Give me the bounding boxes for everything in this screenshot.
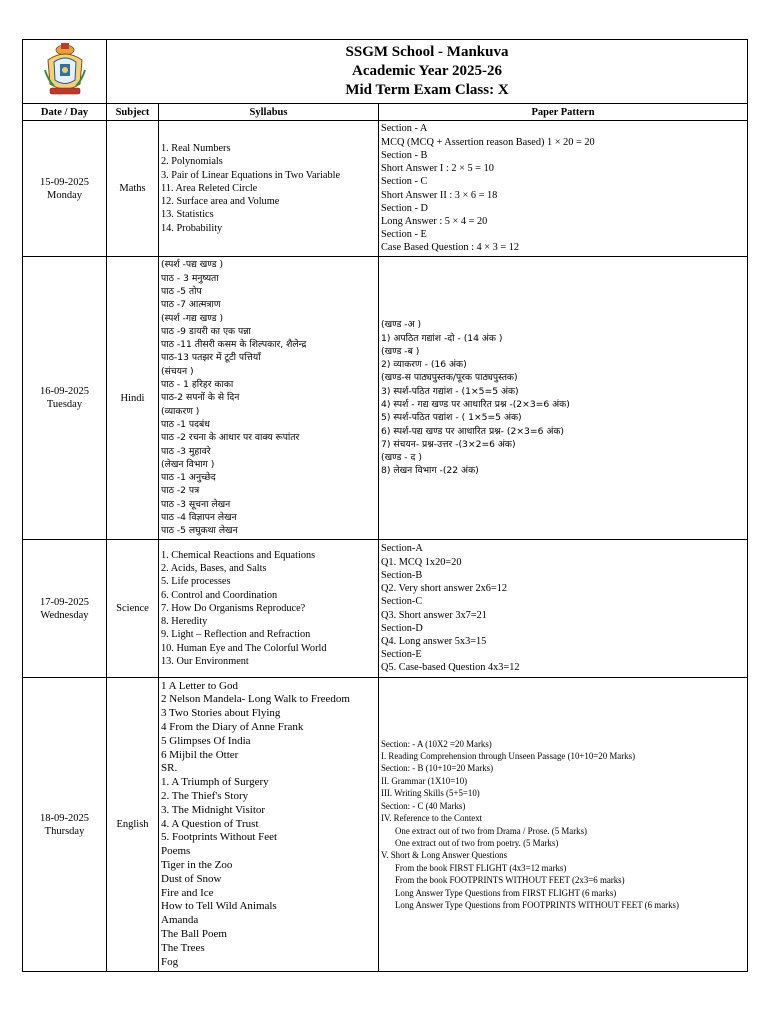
- syllabus-item: Tiger in the Zoo: [161, 858, 233, 871]
- syllabus-item: 11. Area Releted Circle: [161, 182, 258, 194]
- syllabus-item: Dust of Snow: [161, 872, 222, 885]
- school-logo-cell: [23, 40, 107, 104]
- pattern-item: Long Answer : 5 × 4 = 20: [381, 215, 488, 227]
- syllabus-item: 6. Control and Coordination: [161, 589, 278, 601]
- pattern-item: 6) स्पर्श-पद्य खण्ड पर आधारित प्रश्न- (2×3=6 अंक): [381, 425, 565, 437]
- syllabus-item: 2. Polynomials: [161, 156, 223, 168]
- syllabus-item: पाठ -9 डायरी का एक पन्ना: [161, 325, 251, 337]
- subject-cell: English: [107, 678, 159, 972]
- syllabus-item: (स्पर्श -पद्य खण्ड ): [161, 259, 224, 271]
- syllabus-item: पाठ -2 पत्र: [161, 485, 200, 497]
- syllabus-item: 3. Pair of Linear Equations in Two Variable: [161, 169, 341, 181]
- syllabus-item: 7. How Do Organisms Reproduce?: [161, 602, 306, 614]
- syllabus-item: Poems: [161, 845, 191, 858]
- syllabus-item: पाठ -5 तोप: [161, 285, 202, 297]
- pattern-item: (खण्ड -अ ): [381, 319, 422, 331]
- syllabus-cell: [159, 678, 379, 972]
- syllabus-item: 13. Our Environment: [161, 655, 249, 667]
- academic-year: Academic Year 2025-26: [352, 63, 502, 79]
- syllabus-item: 1. Chemical Reactions and Equations: [161, 550, 316, 562]
- syllabus-item: 10. Human Eye and The Colorful World: [161, 642, 327, 654]
- paper-pattern-cell: [379, 540, 748, 678]
- date-cell: [23, 257, 107, 540]
- pattern-item: Section: - C (40 Marks): [381, 800, 466, 811]
- paper-pattern-cell: [379, 257, 748, 540]
- pattern-item: Section - C: [381, 176, 428, 188]
- exam-date: 16-09-2025: [40, 386, 89, 397]
- pattern-item: 3) स्पर्श-पठित गद्यांश - (1×5=5 अंक): [381, 385, 519, 397]
- syllabus-item: 14. Probability: [161, 222, 223, 234]
- pattern-item: Long Answer Type Questions from FIRST FLIGHT (6 marks): [395, 887, 617, 898]
- syllabus-item: पाठ -4 विज्ञापन लेखन: [161, 512, 237, 524]
- pattern-item: One extract out of two from Drama / Prose. (5 Marks): [395, 825, 587, 836]
- exam-day: Thursday: [44, 825, 85, 837]
- pattern-item: Short Answer I : 2 × 5 = 10: [381, 163, 494, 175]
- syllabus-cell: [159, 257, 379, 540]
- pattern-item: I. Reading Comprehension through Unseen Passage (10+10=20 Marks): [381, 751, 636, 762]
- paper-pattern-cell: [379, 121, 748, 257]
- pattern-item: (खण्ड -ब ): [381, 345, 420, 357]
- syllabus-item: पाठ-13 पतझर में टूटी पत्तियाँ: [161, 352, 261, 364]
- pattern-item: Section: - A (10X2 =20 Marks): [381, 738, 492, 749]
- pattern-item: Section - B: [381, 149, 428, 161]
- syllabus-item: पाठ - 3 मनुष्यता: [161, 272, 219, 284]
- exam-schedule-table: [22, 39, 748, 972]
- pattern-item: (खण्ड - द ): [381, 452, 422, 464]
- title-block: [107, 40, 748, 104]
- column-header-date: Date / Day: [23, 104, 107, 121]
- exam-day: Monday: [47, 189, 82, 201]
- syllabus-item: How to Tell Wild Animals: [161, 900, 277, 913]
- column-header-row: [23, 104, 748, 121]
- syllabus-item: 3. The Midnight Visitor: [161, 803, 266, 816]
- syllabus-item: 4. A Question of Trust: [161, 817, 259, 830]
- pattern-item: One extract out of two from poetry. (5 Marks): [395, 837, 559, 848]
- syllabus-item: 9. Light – Reflection and Refraction: [161, 629, 311, 641]
- exam-date: 17-09-2025: [40, 596, 89, 608]
- pattern-item: (खण्ड-स पाठ्यपुस्तक/पूरक पाठ्यपुस्तक): [381, 372, 518, 384]
- exam-date: 18-09-2025: [40, 812, 89, 824]
- date-cell: [23, 540, 107, 678]
- syllabus-item: Fog: [161, 955, 179, 968]
- pattern-item: Long Answer Type Questions from FOOTPRINTS WITHOUT FEET (6 marks): [395, 899, 679, 910]
- syllabus-item: The Ball Poem: [161, 927, 227, 940]
- date-cell: [23, 678, 107, 972]
- pattern-item: 2) व्याकरण - (16 अंक): [381, 359, 467, 371]
- syllabus-item: 3 Two Stories about Flying: [161, 707, 281, 720]
- pattern-item: Q1. MCQ 1x20=20: [381, 556, 462, 568]
- pattern-item: Section-A: [381, 543, 423, 555]
- date-cell: [23, 121, 107, 257]
- subject-cell: Hindi: [107, 257, 159, 540]
- syllabus-item: पाठ -7 आत्मत्राण: [161, 299, 221, 311]
- syllabus-item: 13. Statistics: [161, 209, 214, 221]
- table-row: [23, 540, 748, 678]
- pattern-item: III. Writing Skills (5+5=10): [381, 788, 480, 799]
- pattern-item: 1) अपठित गद्यांश -दो - (14 अंक ): [381, 332, 503, 344]
- pattern-item: Section-C: [381, 596, 423, 608]
- syllabus-item: 2. Acids, Bases, and Salts: [161, 563, 267, 575]
- pattern-item: MCQ (MCQ + Assertion reason Based) 1 × 20 = 20: [381, 136, 595, 148]
- syllabus-item: (स्पर्श -गद्य खण्ड ): [161, 312, 224, 324]
- exam-day: Tuesday: [46, 399, 83, 410]
- column-header-syllabus: Syllabus: [159, 104, 379, 121]
- syllabus-item: 12. Surface area and Volume: [161, 196, 280, 208]
- pattern-item: IV. Reference to the Context: [381, 813, 483, 824]
- syllabus-item: पाठ -1 अनुच्छेद: [161, 472, 216, 484]
- syllabus-item: पाठ - 1 हरिहर काका: [161, 379, 234, 391]
- school-emblem-icon: [42, 40, 88, 98]
- subject-cell: Science: [107, 540, 159, 678]
- syllabus-item: 5 Glimpses Of India: [161, 734, 251, 747]
- syllabus-item: 1. A Triumph of Surgery: [161, 776, 269, 789]
- syllabus-item: 6 Mijbil the Otter: [161, 748, 239, 761]
- syllabus-item: पाठ-2 सपनों के से दिन: [161, 392, 240, 404]
- syllabus-item: Fire and Ice: [161, 886, 214, 899]
- syllabus-item: SR.: [161, 762, 178, 775]
- syllabus-cell: [159, 540, 379, 678]
- table-row: [23, 121, 748, 257]
- syllabus-item: पाठ -11 तीसरी कसम के शिल्पकार, शैलेन्द्र: [161, 339, 307, 351]
- pattern-item: Section - A: [381, 123, 428, 135]
- exam-schedule-sheet: [22, 39, 747, 972]
- pattern-item: V. Short & Long Answer Questions: [381, 850, 508, 861]
- table-row: [23, 257, 748, 540]
- header-row: [23, 40, 748, 104]
- pattern-item: Case Based Question : 4 × 3 = 12: [381, 242, 520, 254]
- column-header-pattern: Paper Pattern: [379, 104, 748, 121]
- syllabus-cell: [159, 121, 379, 257]
- syllabus-item: पाठ -2 रचना के आधार पर वाक्य रूपांतर: [161, 432, 300, 444]
- syllabus-item: (व्याकरण ): [161, 405, 200, 417]
- subject-cell: Maths: [107, 121, 159, 257]
- school-name: SSGM School - Mankuva: [345, 44, 509, 60]
- pattern-item: 5) स्पर्श-पठित पद्यांश - ( 1×5=5 अंक): [381, 412, 522, 424]
- syllabus-item: 5. Life processes: [161, 576, 231, 588]
- pattern-item: Q3. Short answer 3x7=21: [381, 609, 487, 621]
- pattern-item: Section: - B (10+10=20 Marks): [381, 763, 494, 774]
- pattern-item: 7) संचयन- प्रश्न-उत्तर -(3×2=6 अंक): [381, 438, 516, 450]
- syllabus-item: 2 Nelson Mandela- Long Walk to Freedom: [161, 693, 350, 706]
- syllabus-item: (संचयन ): [161, 365, 194, 377]
- pattern-item: Section - E: [381, 229, 427, 241]
- syllabus-item: 1 A Letter to God: [161, 679, 238, 692]
- table-row: [23, 678, 748, 972]
- syllabus-item: 2. The Thief's Story: [161, 790, 249, 802]
- pattern-item: Q4. Long answer 5x3=15: [381, 635, 487, 647]
- syllabus-item: पाठ -3 मुहावरे: [161, 445, 211, 457]
- pattern-item: Q2. Very short answer 2x6=12: [381, 583, 508, 595]
- syllabus-item: The Trees: [161, 941, 205, 954]
- pattern-item: From the book FIRST FLIGHT (4x3=12 marks): [395, 862, 567, 873]
- syllabus-item: 5. Footprints Without Feet: [161, 831, 278, 844]
- pattern-item: II. Grammar (1X10=10): [381, 775, 468, 786]
- pattern-item: Q5. Case-based Question 4x3=12: [381, 662, 520, 674]
- pattern-item: Short Answer II : 3 × 6 = 18: [381, 189, 498, 201]
- syllabus-item: 4 From the Diary of Anne Frank: [161, 721, 304, 734]
- syllabus-item: (लेखन विभाग ): [161, 458, 215, 470]
- paper-pattern-cell: [379, 678, 748, 972]
- syllabus-item: Amanda: [161, 914, 199, 927]
- syllabus-item: पाठ -3 सूचना लेखन: [161, 498, 231, 510]
- pattern-item: 4) स्पर्श - गद्य खण्ड पर आधारित प्रश्न -(2×3=6 अंक): [381, 399, 570, 410]
- exam-date: 15-09-2025: [40, 176, 89, 188]
- syllabus-item: 8. Heredity: [161, 616, 208, 628]
- exam-day: Wednesday: [40, 609, 89, 621]
- pattern-item: Section-E: [381, 649, 422, 661]
- exam-title: Mid Term Exam Class: X: [345, 82, 509, 98]
- pattern-item: Section-B: [381, 569, 423, 581]
- syllabus-item: पाठ -5 लघुकथा लेखन: [161, 525, 238, 537]
- column-header-subject: Subject: [107, 104, 159, 121]
- pattern-item: From the book FOOTPRINTS WITHOUT FEET (2x3=6 marks): [395, 875, 625, 886]
- syllabus-item: पाठ -1 पदबंध: [161, 418, 210, 430]
- pattern-item: 8) लेखन विभाग -(22 अंक): [381, 465, 479, 477]
- pattern-item: Section-D: [381, 622, 423, 634]
- syllabus-item: 1. Real Numbers: [161, 143, 231, 155]
- pattern-item: Section - D: [381, 202, 428, 214]
